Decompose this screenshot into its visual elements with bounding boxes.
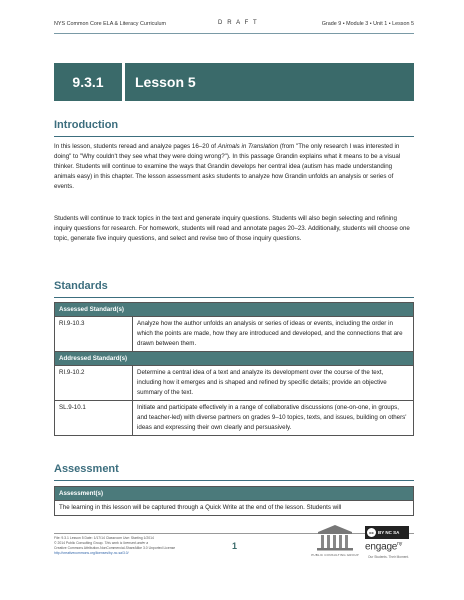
engageny-logo: engage$^{ny}$ <box>365 541 403 553</box>
standard-text: Analyze how the author unfolds an analysis or series of ideas or events, including the order in which the points are made, how they are introduced and developed, and the connections that are drawn between them. <box>133 317 414 352</box>
addressed-standards-header: Addressed Standard(s) <box>55 352 414 366</box>
table-row <box>55 501 414 516</box>
assessed-standards-header: Assessed Standard(s) <box>55 303 414 317</box>
cc-license-badge: cc BY NC SA <box>365 526 409 539</box>
assessment-heading: Assessment <box>54 463 119 475</box>
assessment-text: The learning in this lesson will be captured through a Quick Write at the end of the lesson. Students will <box>55 501 414 516</box>
table-row <box>55 366 414 401</box>
table-row <box>55 317 414 352</box>
lesson-number: 9.3.1 <box>54 63 122 101</box>
footer-divider <box>54 533 414 534</box>
lesson-path: Grade 9 • Module 3 • Unit 1 • Lesson 5 <box>321 21 414 27</box>
lesson-title: Lesson 5 <box>125 63 414 101</box>
license-link[interactable]: http://creativecommons.org/licenses/by-nc-sa/3.0/ <box>54 551 129 555</box>
assessment-table-header: Assessment(s) <box>55 487 414 501</box>
header-divider <box>54 33 414 34</box>
page-number: 1 <box>232 541 238 551</box>
footer-info <box>54 536 229 556</box>
standard-code: SL.9-10.1 <box>55 401 133 436</box>
standards-heading: Standards <box>54 280 108 292</box>
pcg-label: PUBLIC CONSULTING GROUP <box>311 553 359 557</box>
standards-table <box>54 302 414 436</box>
license-line: Creative Commons Attribution-NonCommercial-ShareAlike 3.0 Unported License <box>54 546 176 550</box>
pcg-logo-icon <box>314 524 356 552</box>
standard-text: Determine a central idea of a text and analyze its development over the course of the text, including how it emerges and is shaped and refined by specific details; provide an objective summary of the text. <box>133 366 414 401</box>
assessment-table <box>54 486 414 516</box>
file-info: File: 9.3.1 Lesson 5 Date: 1/17/14 Classroom Use: Starting 1/2014 <box>54 536 154 540</box>
lesson-banner <box>54 63 414 101</box>
standard-code: RI.9-10.2 <box>55 366 133 401</box>
introduction-heading: Introduction <box>54 119 119 131</box>
cc-icon: cc <box>367 528 376 537</box>
standard-code: RI.9-10.3 <box>55 317 133 352</box>
introduction-rule <box>54 136 414 137</box>
standard-text: Initiate and participate effectively in a range of collaborative discussions (one-on-one, in groups, and teacher-led) with diverse partners on grades 9–10 topics, texts, and issues, building on others' ideas and expressing their own clearly and persuasively. <box>133 401 414 436</box>
book-title: Animals in Translation <box>217 143 279 150</box>
assessment-rule <box>54 480 414 481</box>
curriculum-name: NYS Common Core ELA & Literacy Curriculum <box>54 21 167 27</box>
draft-label: D R A F T <box>218 20 259 26</box>
table-row <box>55 401 414 436</box>
standards-rule <box>54 297 414 298</box>
copyright-line: © 2014 Public Consulting Group. This work is licensed under a <box>54 541 149 545</box>
engageny-tagline: Our Students. Their Moment. <box>368 555 410 559</box>
introduction-paragraph-1: In this lesson, students reread and analyze pages 16–20 of Animals in Translation (from "The only research I was interested in doing" to "Why couldn't they see what they were doing wrong?"). In this passage Grandin explains what it means to be a visual thinker. Students will continue to examine the ways that Grandin develops her central idea (autism has made understanding animals easy) in this chapter. The lesson assessment asks students to analyze how Grandin unfolds an analysis or series of events. <box>54 143 401 190</box>
introduction-paragraph-2: Students will continue to track topics in the text and generate inquiry questions. Students will also begin selecting and refining inquiry questions for research. For homework, students will read and annotate pages 20–23. Additionally, students will choose one topic, generate five inquiry questions, and select and revise two of those inquiry questions. <box>54 215 410 242</box>
